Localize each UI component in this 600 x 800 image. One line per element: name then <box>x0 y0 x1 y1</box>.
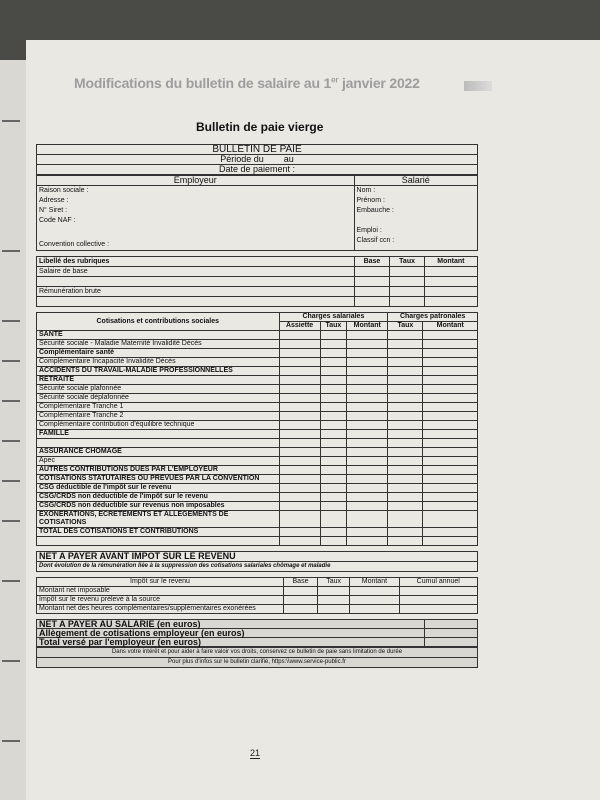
table-row <box>37 376 478 385</box>
employer-header: Employeur <box>37 176 355 186</box>
table-row <box>37 394 478 403</box>
row-label: FAMILLE <box>37 430 280 439</box>
employer-field: N° Siret : <box>39 207 68 214</box>
row-label: SANTE <box>37 331 280 340</box>
employee-field: Nom : <box>356 187 376 194</box>
net-avant-impot: NET A PAYER AVANT IMPOT SUR LE REVENU Dont évolution de la rémunération liée à la suppression des cotisations salariales chômage et maladie <box>36 551 478 572</box>
row-label: Allègement de cotisations employeur (en euros) <box>37 629 425 638</box>
row-label <box>37 537 280 546</box>
table-row <box>37 511 478 528</box>
table-row <box>37 605 478 614</box>
cotisations-table: Cotisations et contributions sociales Charges salariales Charges patronales Assiette Taux Montant Taux Montant SANTE Sécurité sociale - Maladie Maternité Invalidité Décès Complémentaire santé Complémentaire Incapacité Invalidité Décès ACCIDENTS DU TRAVAIL-MALADIE PROFESSIONNELLES RETRAITE Sécurité sociale plafonnée Sécurité sociale déplafonnée Complémentaire Tranche 1 Complémentaire Tranche 2 Complémentaire contribution d'équilibre technique FAMILLE ASSURANCE CHOMAGE Apec AUTRES CONTRIBUTIONS DUES PAR L'EMPLOYEUR COTISATIONS STATUTAIRES OU PREVUES PAR LA CONVENTION CSG déductible de l'impôt sur le revenu CSG/CRDS non déductible de l'impôt sur le revenu CSG/CRDS non déductible sur revenus non imposables EXONERATIONS, ECRETEMENTS ET ALLEGEMENTS DE COTISATIONS TOTAL DES COTISATIONS ET CONTRIBUTIONS <box>36 312 478 546</box>
document-page <box>26 40 600 800</box>
employer-field: Adresse : <box>39 197 69 204</box>
row-label: COTISATIONS STATUTAIRES OU PREVUES PAR LA CONVENTION <box>37 475 280 484</box>
row-label: RETRAITE <box>37 376 280 385</box>
row-label: CSG/CRDS non déductible de l'impôt sur le revenu <box>37 493 280 502</box>
row-label: Sécurité sociale plafonnée <box>37 385 280 394</box>
row-label: Total versé par l'employeur (en euros) <box>37 638 425 647</box>
employee-field: Embauche : <box>356 207 394 214</box>
row-label: Complémentaire contribution d'équilibre technique <box>37 421 280 430</box>
employer-field: Code NAF : <box>39 217 76 224</box>
form-title: Bulletin de paie vierge <box>196 120 324 134</box>
table-row <box>37 439 478 448</box>
row-label: Apec <box>37 457 280 466</box>
table-row <box>37 340 478 349</box>
table-row <box>37 358 478 367</box>
row-label: NET A PAYER AU SALARIE (en euros) <box>37 620 425 629</box>
employee-field: Prénom : <box>356 197 385 204</box>
employer-field: Raison sociale : <box>39 187 89 194</box>
row-label: Montant net des heures complémentaires/supplémentaires exonérées <box>37 605 284 614</box>
table-row <box>37 367 478 376</box>
table-row <box>37 421 478 430</box>
employee-field: Emploi : <box>356 227 382 234</box>
final-table <box>36 619 478 647</box>
period-row: Période du au <box>37 155 478 165</box>
page-header: Modifications du bulletin de salaire au 1er janvier 2022 <box>74 75 420 91</box>
table-row <box>37 349 478 358</box>
table-row <box>37 537 478 546</box>
table-row <box>37 466 478 475</box>
payment-date-row: Date de paiement : <box>37 165 478 175</box>
row-label: EXONERATIONS, ECRETEMENTS ET ALLEGEMENTS DE COTISATIONS <box>37 511 280 528</box>
slip-title: BULLETIN DE PAIE <box>37 145 478 155</box>
row-label: ACCIDENTS DU TRAVAIL-MALADIE PROFESSIONNELLES <box>37 367 280 376</box>
table-row <box>37 403 478 412</box>
table-row <box>37 457 478 466</box>
table-row <box>37 448 478 457</box>
table-row <box>37 587 478 596</box>
row-label: CSG déductible de l'impôt sur le revenu <box>37 484 280 493</box>
row-label: Complémentaire Tranche 2 <box>37 412 280 421</box>
row-label: Complémentaire Tranche 1 <box>37 403 280 412</box>
table-row <box>37 430 478 439</box>
employee-header: Salarié <box>354 176 477 186</box>
employee-fields <box>354 186 477 251</box>
employer-fields: Raison sociale : Adresse : N° Siret : Code NAF : Convention collective : <box>37 186 355 251</box>
header-table <box>36 144 478 175</box>
rubriques-table: Libellé des rubriques Base Taux Montant Salaire de base Rémunération brute <box>36 256 478 307</box>
table-row <box>37 475 478 484</box>
employee-field: Classif ccn : <box>356 237 395 244</box>
table-row <box>37 596 478 605</box>
row-label: ASSURANCE CHOMAGE <box>37 448 280 457</box>
row-label: Sécurité sociale déplafonnée <box>37 394 280 403</box>
row-label: AUTRES CONTRIBUTIONS DUES PAR L'EMPLOYEUR <box>37 466 280 475</box>
table-row <box>37 385 478 394</box>
page-number: 21 <box>250 748 261 758</box>
pay-slip-form <box>36 144 478 668</box>
table-row <box>37 528 478 537</box>
parties-table <box>36 175 478 251</box>
table-row <box>37 502 478 511</box>
table-row <box>37 484 478 493</box>
row-label: Complémentaire santé <box>37 349 280 358</box>
table-row <box>37 412 478 421</box>
row-label: Sécurité sociale - Maladie Maternité Invalidité Décès <box>37 340 280 349</box>
row-label: CSG/CRDS non déductible sur revenus non imposables <box>37 502 280 511</box>
impot-table: Impôt sur le revenu Base Taux Montant Cumul annuel Montant net imposable Impôt sur le revenu prélevé à la source Montant net des heures complémentaires/supplémentaires exonérées <box>36 577 478 614</box>
table-row <box>37 331 478 340</box>
row-label <box>37 439 280 448</box>
row-label: Impôt sur le revenu prélevé à la source <box>37 596 284 605</box>
table-row <box>37 638 478 647</box>
final-notes: Dans votre intérêt et pour aider à faire valoir vos droits, conservez ce bulletin de paie sans limitation de durée Pour plus d'infos sur le bulletin clarifié, https:\\www.service-public.fr <box>36 647 478 668</box>
row-label: Complémentaire Incapacité Invalidité Décès <box>37 358 280 367</box>
row-label: TOTAL DES COTISATIONS ET CONTRIBUTIONS <box>37 528 280 537</box>
adjacent-page-edge <box>0 60 27 800</box>
row-label: Montant net imposable <box>37 587 284 596</box>
table-row <box>37 493 478 502</box>
header-decoration <box>464 81 492 91</box>
